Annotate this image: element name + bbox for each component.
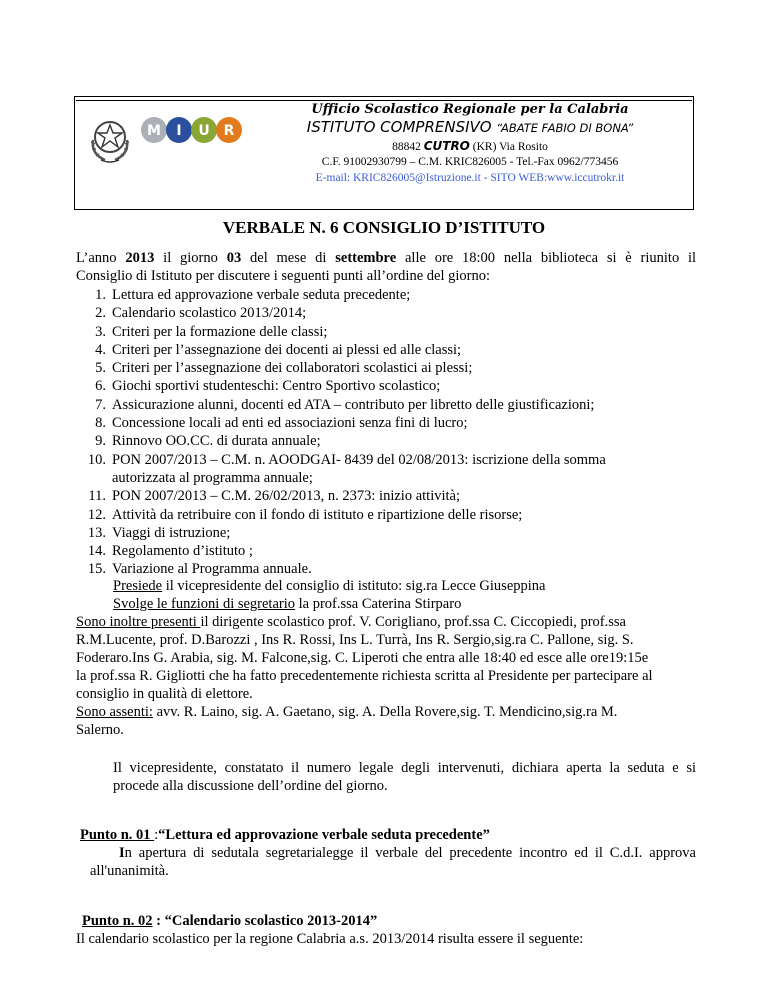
punto-1-heading — [80, 826, 490, 844]
agenda-item — [76, 542, 696, 560]
intro-text: alle ore 18:00 nella biblioteca si è riunito il — [404, 250, 697, 266]
agenda-item-number: 9. — [95, 433, 106, 450]
miur-logo-letter-m: M — [147, 123, 161, 139]
presenti-line-2: R.M.Lucente, prof. D.Barozzi , Ins R. Rossi, Ins L. Turrà, Ins R. Sergio,sig.ra C. Pallone, sig. S. — [76, 632, 634, 648]
meeting-day: 03 — [226, 250, 242, 266]
agenda-item — [76, 359, 696, 377]
agenda-item — [76, 323, 696, 341]
miur-logo-letter-r: R — [223, 123, 235, 139]
agenda-item-number: 3. — [95, 323, 106, 340]
agenda-list — [76, 286, 696, 579]
segretario-text: la prof.ssa Caterina Stirparo — [295, 596, 462, 612]
agenda-item-text: Variazione al Programma annuale. — [112, 561, 312, 578]
agenda-item-number: 1. — [95, 287, 106, 303]
agenda-item-text: PON 2007/2013 – C.M. n. AOODGAI- 8439 del 02/08/2013: iscrizione della somma — [112, 451, 606, 468]
agenda-item-text: Assicurazione alunni, docenti ed ATA – contributo per libretto delle giustificazioni; — [112, 396, 595, 413]
presenti-text: il dirigente scolastico prof. V. Corigliano, prof.ssa C. Ciccopiedi, prof.ssa — [200, 614, 626, 630]
agenda-item-text: Viaggi di istruzione; — [112, 524, 231, 541]
intro-text: L’anno — [76, 250, 117, 266]
punto-1-text: n apertura di sedutala segretarialegge il verbale del precedente incontro ed il C.d.I. approva — [124, 845, 696, 861]
agenda-item-number: 13. — [87, 524, 106, 541]
agenda-item — [76, 286, 696, 304]
miur-logo-letter-u: U — [198, 123, 210, 139]
agenda-item-text: Rinnovo OO.CC. di durata annuale; — [112, 433, 321, 450]
agenda-item — [76, 469, 696, 487]
punto-2-text: Il calendario scolastico per la regione Calabria a.s. 2013/2014 risulta essere il seguente: — [76, 931, 584, 947]
agenda-item-number: 15. — [87, 561, 106, 578]
presiede-line — [113, 577, 545, 595]
institute-type: ISTITUTO COMPRENSIVO — [306, 118, 492, 136]
agenda-item-number: 10. — [87, 451, 106, 468]
street-address: (KR) Via Rosito — [472, 141, 548, 153]
punto-1-text-line-1 — [113, 844, 696, 862]
presenti-line-4: la prof.ssa R. Gigliotti che ha fatto precedentemente richiesta scritta al Presidente per partecipare al — [76, 668, 653, 684]
agenda-item-text: Lettura ed approvazione verbale seduta precedente; — [112, 287, 411, 303]
agenda-item — [76, 524, 696, 542]
agenda-item-text: Attività da retribuire con il fondo di istituto e ripartizione delle risorse; — [112, 506, 523, 523]
regional-office-name: Ufficio Scolastico Regionale per la Calabria — [311, 102, 629, 117]
opening-line-2: procede alla discussione dell’ordine del giorno. — [113, 778, 388, 794]
agenda-item — [76, 414, 696, 432]
punto-2-heading — [82, 912, 377, 930]
agenda-item — [76, 432, 696, 450]
agenda-item — [76, 451, 696, 469]
presenti-line-3: Foderaro.Ins G. Arabia, sig. M. Falcone,sig. C. Liperoti che entra alle 18:40 ed esce alle ore19:15e — [76, 650, 649, 666]
presiede-text: il vicepresidente del consiglio di istituto: sig.ra Lecce Giuseppina — [162, 578, 546, 594]
agenda-item — [76, 560, 696, 578]
institute-address — [260, 139, 680, 153]
punto-1-text-line-2: all'unanimità. — [90, 863, 169, 879]
agenda-item — [76, 487, 696, 505]
institute-name — [260, 118, 680, 136]
institute-contacts-link[interactable]: E-mail: KRIC826005@Istruzione.it - SITO WEB:www.iccutrokr.it — [315, 172, 625, 184]
agenda-item-text: Criteri per l’assegnazione dei collaboratori scolastici ai plessi; — [112, 360, 473, 377]
agenda-item-text: autorizzata al programma annuale; — [112, 469, 313, 486]
institute-dedication: “ABATE FABIO DI BONA” — [496, 121, 634, 135]
agenda-item-number: 11. — [88, 488, 106, 505]
punto-1-label: Punto n. 01 — [80, 827, 155, 843]
intro-text: il giorno — [163, 250, 218, 266]
agenda-item-number: 14. — [87, 543, 106, 560]
assenti-text: avv. R. Laino, sig. A. Gaetano, sig. A. Della Rovere,sig. T. Mendicino,sig.ra M. — [152, 704, 618, 720]
assenti-label: Sono assenti: — [76, 704, 153, 720]
agenda-item-number: 5. — [95, 360, 106, 377]
agenda-item-text: Regolamento d’istituto ; — [112, 543, 253, 560]
agenda-item — [76, 506, 696, 524]
miur-logo — [138, 115, 250, 145]
agenda-item-number: 7. — [95, 396, 106, 413]
city-name: CUTRO — [423, 139, 470, 153]
agenda-item-number: 12. — [87, 506, 106, 523]
meeting-year: 2013 — [125, 250, 155, 266]
agenda-item-text: Calendario scolastico 2013/2014; — [112, 305, 307, 322]
presenti-line-1 — [76, 613, 626, 631]
agenda-item-text: Criteri per la formazione delle classi; — [112, 323, 328, 340]
assenti-line-1 — [76, 703, 617, 721]
agenda-item-number: 2. — [95, 305, 106, 322]
punto-1-colon: : — [154, 827, 159, 843]
punto-2-title: : “Calendario scolastico 2013-2014” — [152, 913, 378, 929]
presiede-label: Presiede — [113, 578, 163, 594]
agenda-item-text: PON 2007/2013 – C.M. 26/02/2013, n. 2373: inizio attività; — [112, 488, 460, 505]
postcode: 88842 — [392, 141, 421, 153]
institute-codes: C.F. 91002930799 – C.M. KRIC826005 - Tel.-Fax 0962/773456 — [321, 156, 619, 168]
punto-1-title: “Lettura ed approvazione verbale seduta precedente” — [158, 827, 490, 843]
agenda-item-number: 4. — [95, 341, 106, 358]
punto-2-label: Punto n. 02 — [82, 913, 153, 929]
punto-1-initial: I — [119, 845, 125, 861]
miur-logo-letter-i: I — [176, 123, 182, 139]
intro-line-2: Consiglio di Istituto per discutere i seguenti punti all’ordine del giorno: — [76, 268, 490, 284]
meeting-month: settembre — [335, 250, 397, 266]
segretario-label: Svolge le funzioni di segretario — [113, 596, 296, 612]
agenda-item-number: 8. — [95, 415, 106, 432]
agenda-item — [76, 304, 696, 322]
agenda-item-text: Concessione locali ad enti ed associazioni senza fini di lucro; — [112, 415, 468, 432]
agenda-item-number: 6. — [95, 378, 106, 395]
agenda-item — [76, 396, 696, 414]
presenti-label: Sono inoltre presenti — [76, 614, 201, 630]
intro-line-1 — [76, 249, 696, 267]
opening-line-1: Il vicepresidente, constatato il numero legale degli intervenuti, dichiara aperta la seduta e si — [113, 760, 696, 776]
segretario-line — [113, 595, 461, 613]
agenda-item — [76, 377, 696, 395]
italian-republic-emblem-icon — [85, 110, 135, 166]
letterhead-top-rule — [76, 100, 692, 101]
assenti-line-2: Salerno. — [76, 722, 124, 738]
agenda-item — [76, 341, 696, 359]
document-title: VERBALE N. 6 CONSIGLIO D’ISTITUTO — [222, 218, 546, 237]
presenti-line-5: consiglio in qualità di elettore. — [76, 686, 253, 702]
intro-text: del mese di — [250, 250, 327, 266]
agenda-item-text: Giochi sportivi studenteschi: Centro Sportivo scolastico; — [112, 378, 441, 395]
agenda-item-text: Criteri per l’assegnazione dei docenti ai plessi ed alle classi; — [112, 341, 462, 358]
